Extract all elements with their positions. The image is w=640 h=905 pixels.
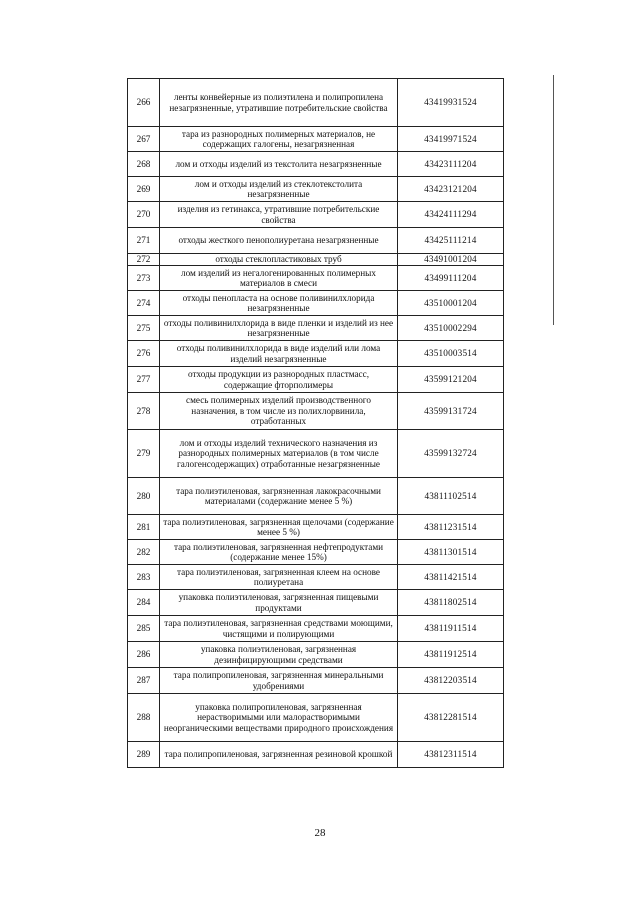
table-row bbox=[128, 668, 504, 694]
table-row bbox=[128, 478, 504, 515]
table-row bbox=[128, 177, 504, 202]
row-number: 272 bbox=[128, 254, 160, 266]
row-number: 277 bbox=[128, 367, 160, 393]
row-number: 266 bbox=[128, 79, 160, 127]
row-number: 271 bbox=[128, 228, 160, 254]
row-number: 285 bbox=[128, 616, 160, 642]
row-number: 282 bbox=[128, 540, 160, 565]
row-number: 283 bbox=[128, 565, 160, 590]
table-row bbox=[128, 202, 504, 228]
waste-code: 43599132724 bbox=[398, 430, 504, 478]
waste-name: отходы поливинилхлорида в виде пленки и изделий из нее незагрязненные bbox=[160, 316, 398, 341]
table-row bbox=[128, 316, 504, 341]
waste-name: тара полипропиленовая, загрязненная резиновой крошкой bbox=[160, 742, 398, 768]
row-number: 270 bbox=[128, 202, 160, 228]
waste-code: 43599131724 bbox=[398, 393, 504, 430]
waste-code: 43425111214 bbox=[398, 228, 504, 254]
row-number: 284 bbox=[128, 590, 160, 616]
table-row bbox=[128, 616, 504, 642]
row-number: 278 bbox=[128, 393, 160, 430]
row-number: 289 bbox=[128, 742, 160, 768]
waste-code: 43599121204 bbox=[398, 367, 504, 393]
waste-name: лом и отходы изделий из стеклотекстолита незагрязненные bbox=[160, 177, 398, 202]
waste-code: 43811102514 bbox=[398, 478, 504, 515]
row-number: 276 bbox=[128, 341, 160, 367]
waste-name: отходы поливинилхлорида в виде изделий или лома изделий незагрязненные bbox=[160, 341, 398, 367]
margin-line bbox=[553, 75, 554, 325]
table-row bbox=[128, 127, 504, 152]
waste-code: 43811301514 bbox=[398, 540, 504, 565]
row-number: 273 bbox=[128, 266, 160, 291]
table-row bbox=[128, 515, 504, 540]
waste-table bbox=[127, 78, 504, 768]
table-row bbox=[128, 430, 504, 478]
waste-name: тара полиэтиленовая, загрязненная нефтепродуктами (содержание менее 15%) bbox=[160, 540, 398, 565]
waste-code: 43423121204 bbox=[398, 177, 504, 202]
table-row bbox=[128, 393, 504, 430]
waste-name: тара полиэтиленовая, загрязненная лакокрасочными материалами (содержание менее 5 %) bbox=[160, 478, 398, 515]
waste-name: тара полипропиленовая, загрязненная минеральными удобрениями bbox=[160, 668, 398, 694]
waste-name: упаковка полиэтиленовая, загрязненная пищевыми продуктами bbox=[160, 590, 398, 616]
waste-code: 43812311514 bbox=[398, 742, 504, 768]
row-number: 279 bbox=[128, 430, 160, 478]
waste-name: изделия из гетинакса, утратившие потребительские свойства bbox=[160, 202, 398, 228]
table-row bbox=[128, 254, 504, 266]
waste-name: упаковка полипропиленовая, загрязненная нерастворимыми или малорастворимыми неорганическими веществами природного происхождения bbox=[160, 694, 398, 742]
row-number: 269 bbox=[128, 177, 160, 202]
waste-name: тара из разнородных полимерных материалов, не содержащих галогены, незагрязненная bbox=[160, 127, 398, 152]
waste-name: упаковка полиэтиленовая, загрязненная дезинфицирующими средствами bbox=[160, 642, 398, 668]
table-row bbox=[128, 565, 504, 590]
waste-name: отходы пенопласта на основе поливинилхлорида незагрязненные bbox=[160, 291, 398, 316]
waste-name: лом изделий из негалогенированных полимерных материалов в смеси bbox=[160, 266, 398, 291]
waste-code: 43811231514 bbox=[398, 515, 504, 540]
waste-code: 43499111204 bbox=[398, 266, 504, 291]
table-row bbox=[128, 367, 504, 393]
waste-code: 43811912514 bbox=[398, 642, 504, 668]
waste-code: 43419931524 bbox=[398, 79, 504, 127]
waste-code: 43423111204 bbox=[398, 152, 504, 177]
waste-name: тара полиэтиленовая, загрязненная клеем на основе полиуретана bbox=[160, 565, 398, 590]
table-row bbox=[128, 742, 504, 768]
waste-code: 43510001204 bbox=[398, 291, 504, 316]
waste-code: 43419971524 bbox=[398, 127, 504, 152]
row-number: 274 bbox=[128, 291, 160, 316]
row-number: 287 bbox=[128, 668, 160, 694]
waste-code: 43510002294 bbox=[398, 316, 504, 341]
row-number: 267 bbox=[128, 127, 160, 152]
waste-code: 43510003514 bbox=[398, 341, 504, 367]
waste-code: 43811421514 bbox=[398, 565, 504, 590]
waste-code: 43811911514 bbox=[398, 616, 504, 642]
row-number: 268 bbox=[128, 152, 160, 177]
table-row bbox=[128, 341, 504, 367]
waste-table-body bbox=[128, 79, 504, 768]
table-row bbox=[128, 152, 504, 177]
row-number: 280 bbox=[128, 478, 160, 515]
waste-code: 43811802514 bbox=[398, 590, 504, 616]
table-row bbox=[128, 540, 504, 565]
table-row bbox=[128, 694, 504, 742]
table-row bbox=[128, 228, 504, 254]
waste-name: лом и отходы изделий технического назначения из разнородных полимерных материалов (в том числе галогенсодержащих) отработанные незагрязненные bbox=[160, 430, 398, 478]
waste-name: отходы продукции из разнородных пластмасс, содержащие фторполимеры bbox=[160, 367, 398, 393]
waste-name: тара полиэтиленовая, загрязненная щелочами (содержание менее 5 %) bbox=[160, 515, 398, 540]
row-number: 281 bbox=[128, 515, 160, 540]
waste-name: лом и отходы изделий из текстолита незагрязненные bbox=[160, 152, 398, 177]
row-number: 288 bbox=[128, 694, 160, 742]
table-row bbox=[128, 590, 504, 616]
waste-name: отходы стеклопластиковых труб bbox=[160, 254, 398, 266]
page-number: 28 bbox=[314, 827, 326, 839]
waste-name: отходы жесткого пенополиуретана незагрязненные bbox=[160, 228, 398, 254]
table-row bbox=[128, 642, 504, 668]
table-row bbox=[128, 291, 504, 316]
waste-code: 43812281514 bbox=[398, 694, 504, 742]
row-number: 275 bbox=[128, 316, 160, 341]
waste-code: 43424111294 bbox=[398, 202, 504, 228]
row-number: 286 bbox=[128, 642, 160, 668]
waste-code: 43812203514 bbox=[398, 668, 504, 694]
waste-name: тара полиэтиленовая, загрязненная средствами моющими, чистящими и полирующими bbox=[160, 616, 398, 642]
waste-name: ленты конвейерные из полиэтилена и полипропилена незагрязненные, утратившие потребительские свойства bbox=[160, 79, 398, 127]
table-row bbox=[128, 79, 504, 127]
waste-name: смесь полимерных изделий производственного назначения, в том числе из полихлорвинила, отработанных bbox=[160, 393, 398, 430]
table-row bbox=[128, 266, 504, 291]
waste-code: 43491001204 bbox=[398, 254, 504, 266]
